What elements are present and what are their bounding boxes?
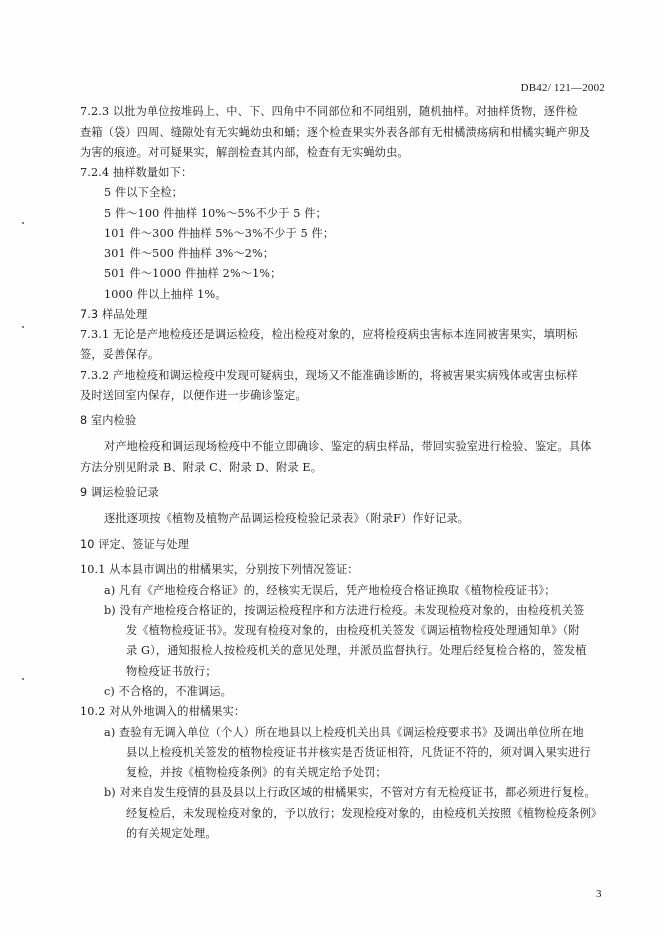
clause-10-1-b-line-4: 物检疫证书放行；: [126, 665, 217, 678]
clause-7-3-2-line-2: 及时送回室内保存，以便作进一步确诊鉴定。: [80, 389, 307, 402]
clause-10-2-a-line-2: 县以上检疫机关签发的植物检疫证书并核实是否货证相符，凡货证不符的，须对调入果实进行: [126, 746, 591, 759]
scan-speck: [22, 678, 24, 680]
sampling-rule-6: 1000 件以上抽样 1%。: [104, 288, 227, 301]
clause-7-3-1-line-2: 签，妥善保存。: [80, 348, 160, 361]
section-9-heading: 9 调运检验记录: [80, 486, 159, 499]
clause-10-2-a-line-1: a) 查验有无调入单位（个人）所在地县以上检疫机关出具《调运检疫要求书》及调出单位所在地: [104, 726, 584, 739]
sampling-rule-4: 301 件～500 件抽样 3%～2%；: [104, 247, 275, 260]
sampling-rule-2: 5 件～100 件抽样 10%～5%不少于 5 件；: [104, 207, 327, 220]
section-8-para-line-1: 对产地检疫和调运现场检疫中不能立即确诊、鉴定的病虫样品，带回实验室进行检验、鉴定。具体: [104, 440, 592, 453]
section-9-para: 逐批逐项按《植物及植物产品调运检疫检验记录表》（附录F）作好记录。: [104, 512, 470, 525]
clause-7-3-2-line-1: 7.3.2 产地检疫和调运检疫中发现可疑病虫，现场又不能准确诊断的，将被害果实病残体或害虫标样: [80, 369, 578, 382]
clause-10-1-b-line-2: 发《植物检疫证书》。发现有检疫对象的，由检疫机关签发《调运植物检疫处理通知单》（附: [126, 624, 580, 637]
sampling-rule-1: 5 件以下全检；: [104, 186, 183, 199]
clause-10-1-b-line-1: b) 没有产地检疫合格证的，按调运检疫程序和方法进行检疫。未发现检疫对象的，由检疫机关签: [104, 604, 585, 617]
clause-10-2-heading: 10.2 对从外地调入的柑橘果实：: [80, 705, 246, 718]
clause-10-1-a: a) 凡有《产地检疫合格证》的，经核实无误后，凭产地检疫合格证换取《植物检疫证书》；: [104, 584, 556, 597]
clause-7-2-3-line-1: 7.2.3 以批为单位按堆码上、中、下、四角中不同部位和不同组别，随机抽样。对抽样货物，逐件检: [80, 105, 578, 118]
sampling-rule-3: 101 件～300 件抽样 5%～3%不少于 5 件；: [104, 227, 335, 240]
section-7-3-heading: 7.3 样品处理: [80, 308, 148, 321]
clause-10-2-b-line-2: 经复检后，未发现检疫对象的，予以放行；发现检疫对象的，由检疫机关按照《植物检疫条例》: [126, 807, 603, 820]
scan-speck: [22, 222, 24, 224]
document-id-header: DB42/ 121—2002: [520, 82, 605, 94]
sampling-rule-5: 501 件～1000 件抽样 2%～1%；: [104, 267, 282, 280]
clause-10-1-heading: 10.1 从本县市调出的柑橘果实，分别按下列情况签证：: [80, 563, 359, 576]
section-8-para-line-2: 方法分别见附录 B、附录 C、附录 D、附录 E。: [80, 461, 323, 474]
clause-7-3-1-line-1: 7.3.1 无论是产地检疫还是调运检疫，检出检疫对象的，应将检疫病虫害标本连同被害果实，填明标: [80, 328, 578, 341]
clause-7-2-4-heading: 7.2.4 抽样数量如下：: [80, 166, 193, 179]
clause-10-2-b-line-1: b) 对来自发生疫情的县及县以上行政区域的柑橘果实，不管对方有无检疫证书，都必须进行复检。: [104, 786, 596, 799]
section-8-heading: 8 室内检验: [80, 414, 137, 427]
clause-7-2-3-line-3: 为害的痕迹。对可疑果实，解剖检查其内部，检查有无实蝇幼虫。: [80, 146, 409, 159]
clause-10-1-b-line-3: 录 G），通知报检人按检疫机关的意见处理，并派员监督执行。处理后经复检合格的，签发植: [126, 644, 587, 657]
scan-speck: [22, 326, 24, 328]
clause-10-2-b-line-3: 的有关规定处理。: [126, 827, 217, 840]
clause-7-2-3-line-2: 查箱（袋）四周、缝隙处有无实蝇幼虫和蛹；逐个检查果实外表各部有无柑橘溃疡病和柑橘实蝇产卵及: [80, 126, 591, 139]
clause-10-2-a-line-3: 复检，并按《植物检疫条例》的有关规定给予处罚；: [126, 766, 387, 779]
clause-10-1-c: c) 不合格的，不准调运。: [104, 685, 233, 698]
page-number: 3: [596, 888, 602, 900]
section-10-heading: 10 评定、签证与处理: [80, 538, 189, 551]
